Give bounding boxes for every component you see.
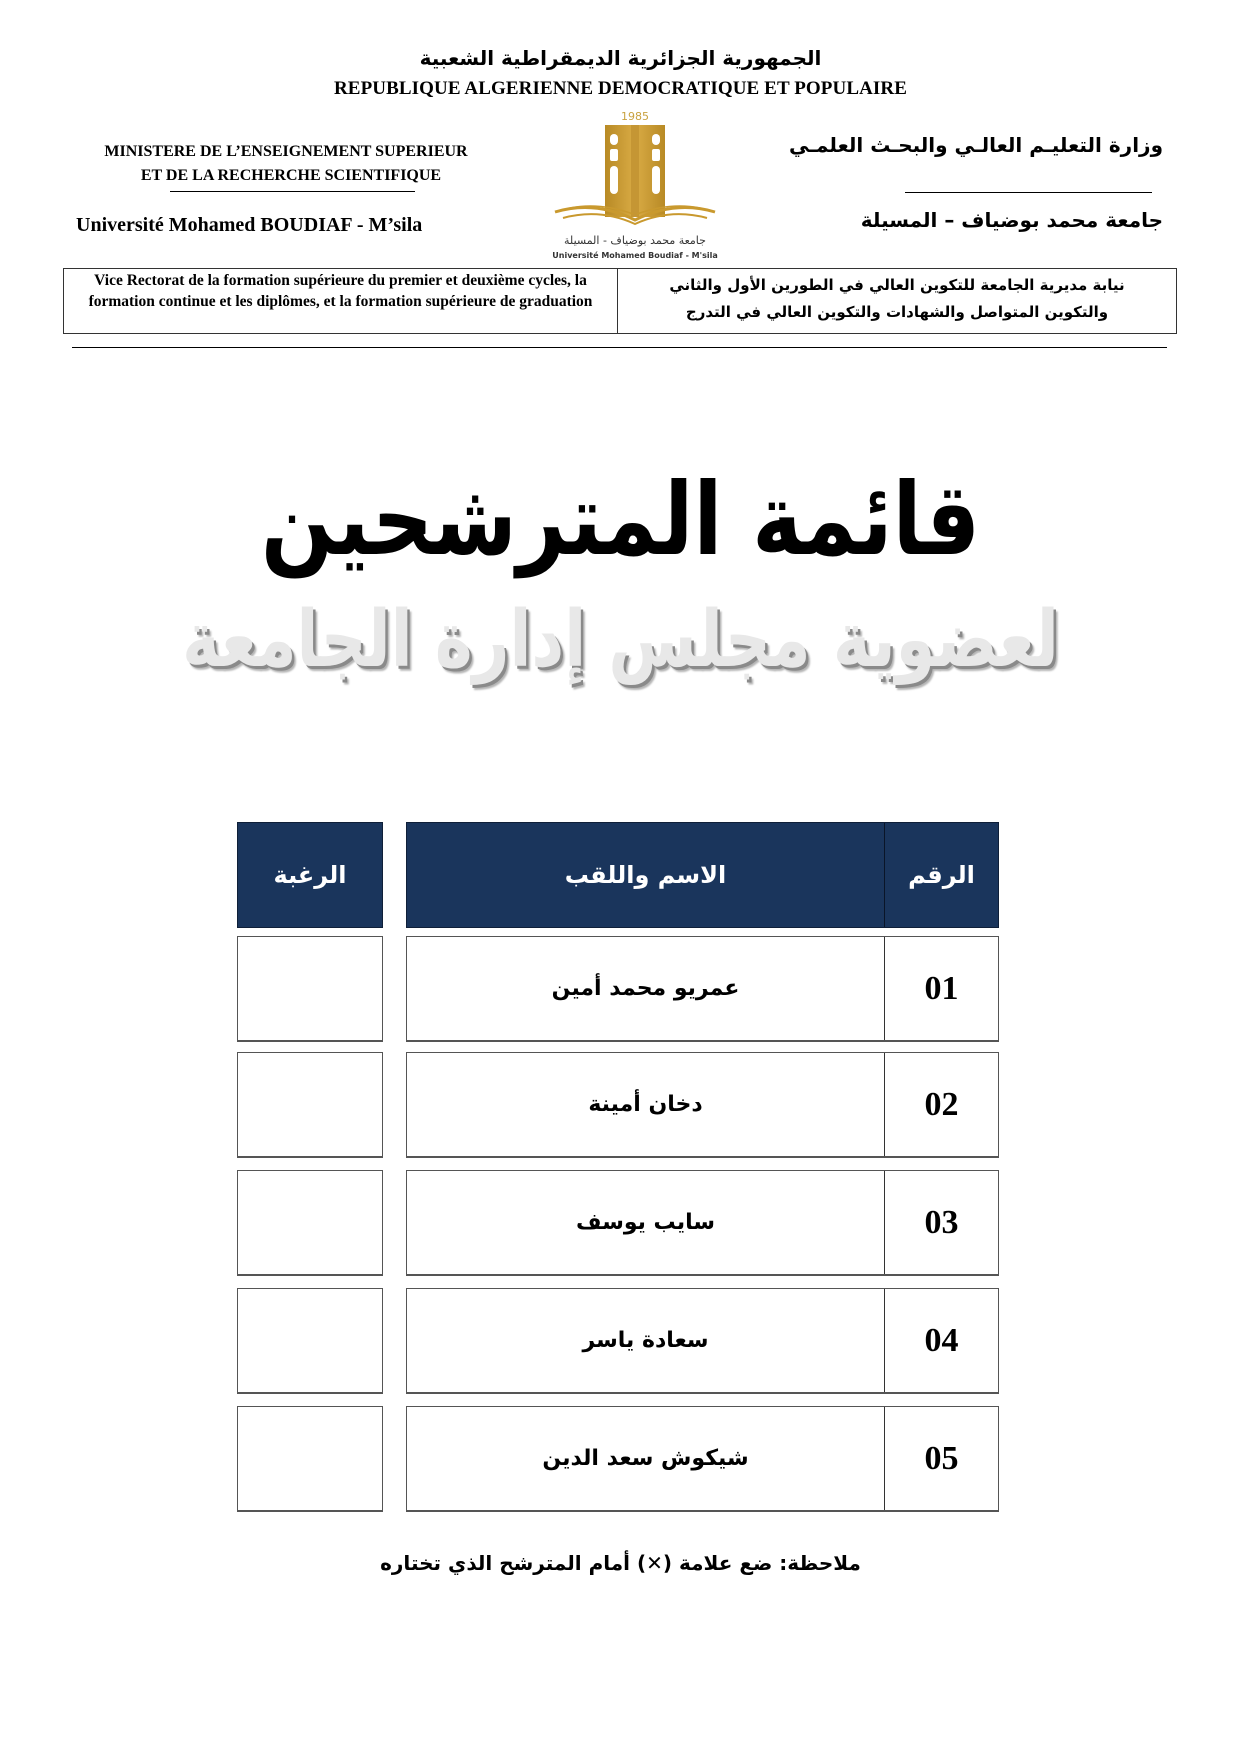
page-title: قائمة المترشحين [260,461,981,578]
candidate-name: شيكوش سعد الدين [542,1446,749,1471]
candidate-number: 03 [924,1203,959,1241]
candidate-number: 05 [924,1439,959,1477]
vice-rectorat-box [63,268,1177,334]
logo-text-ar: جامعة محمد بوضياف - المسيلة [564,234,706,247]
table-row [406,936,999,1042]
candidate-number: 02 [924,1085,959,1123]
candidate-number: 01 [924,969,959,1007]
ministry-ar: وزارة التعليـم العالـي والبحـث العلمـي [788,133,1163,157]
divider-right [905,192,1152,193]
choice-box-2[interactable] [237,1052,383,1158]
divider-left [170,191,415,192]
republic-title-ar: الجمهورية الجزائرية الديمقراطية الشعبية [419,46,822,70]
table-row [406,1052,999,1158]
header-number: الرقم [908,861,975,889]
ministry-fr [66,140,506,188]
candidate-number: 04 [924,1321,959,1359]
republic-title-fr: REPUBLIQUE ALGERIENNE DEMOCRATIQUE ET POPULAIRE [333,78,908,99]
table-row [406,1406,999,1512]
candidate-name: سايب يوسف [576,1210,715,1235]
instruction-note: ملاحظة: ضع علامة (✕) أمام المترشح الذي تختاره [380,1551,861,1575]
header-separator [72,347,1167,348]
logo-year: 1985 [621,110,649,123]
choice-box-3[interactable] [237,1170,383,1276]
table-row [406,1170,999,1276]
university-name-fr: Université Mohamed BOUDIAF - M’sila [76,214,423,236]
page-subtitle: لعضوية مجلس إدارة الجامعة [182,595,1059,685]
vice-rectorat-ar [618,269,1176,333]
candidate-name: دخان أمينة [588,1092,703,1117]
vice-rectorat-fr: Vice Rectorat de la formation supérieure du premier et deuxième cycles, la formation continue et les diplômes, et la formation supérieure de graduation [64,269,618,333]
vice-rectorat-ar-line1: نيابة مديرية الجامعة للتكوين العالي في الطورين الأول والثاني [669,276,1125,294]
table-row [406,1288,999,1394]
logo-text-fr: Université Mohamed Boudiaf - M'sila [552,251,718,260]
choice-box-5[interactable] [237,1406,383,1512]
header-name: الاسم واللقب [564,861,727,889]
ministry-fr-line1: MINISTERE DE L’ENSEIGNEMENT SUPERIEUR [104,143,468,160]
choice-box-4[interactable] [237,1288,383,1394]
university-name-ar: جامعة محمد بوضياف – المسيلة [860,208,1163,232]
header-choice: الرغبة [237,822,383,928]
logo-tower-icon [545,108,725,233]
candidate-name: عمريو محمد أمين [551,976,740,1001]
ministry-fr-line2: ET DE LA RECHERCHE SCIENTIFIQUE [140,167,442,184]
university-logo [545,108,725,266]
vice-rectorat-ar-line2: والتكوين المتواصل والشهادات والتكوين العالي في التدرج [685,303,1109,321]
choice-box-1[interactable] [237,936,383,1042]
candidate-name: سعادة ياسر [582,1328,709,1353]
header-name-group [406,822,999,928]
